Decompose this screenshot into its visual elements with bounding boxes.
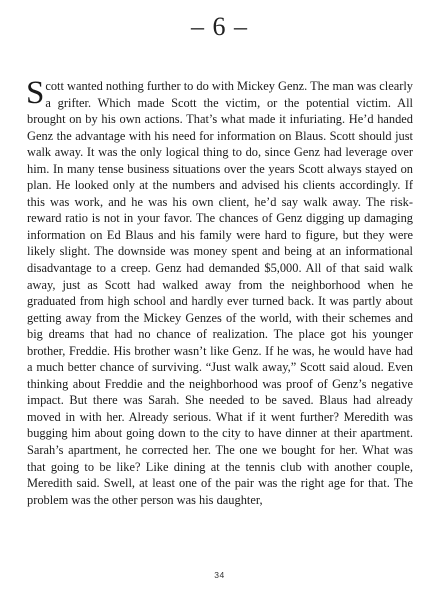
page-number: 34 bbox=[214, 570, 225, 580]
chapter-heading: – 6 – bbox=[191, 12, 248, 41]
body-text: cott wanted nothing further to do with Mickey Genz. The man was clearly a grifter. Which made Scott the victim, or the potential victim. All brought on by his own actions. That’s what made it infuriating. He’d handed Genz the advantage with his need for information on Blaus. Scott should just walk away. It was the only logical thing to do, since Genz had leverage over him. In many tense business situations over the years Scott always stayed on plan. He looked only at the numbers and advised his clients accordingly. If this was work, and he was his own client, he’d say walk away. The risk-reward ratio is not in your favor. The chances of Genz digging up damaging information on Ed Blaus and his family were hard to figure, but they were likely slight. The downside was money spent and being at an informational disadvantage to a creep. Genz had demanded $5,000. All of that said walk away, just as Scott had walked away from the neighborhood when he graduated from high school and hardly ever turned back. It was partly about getting away from the Mickey Genzes of the world, with their schemes and big dreams that had no chance of realization. The place got his younger brother, Freddie. His brother wasn’t like Genz. If he was, he would have had a much better chance of surviving. “Just walk away,” Scott said aloud. Even thinking about Freddie and the neighborhood was proof of Genz’s negative impact. But there was Sarah. She needed to be saved. Blaus had already moved in with her. Already serious. What if it went further? Meredith was bugging him about going down to the city to have dinner at their apartment. Sarah’s apartment, he corrected her. The one we bought for her. What was that going to be like? Like dining at the tennis club with another couple, Meredith said. Swell, at least one of the pair was the right age for that. The problem was the other person was his daughter, bbox=[27, 79, 413, 507]
drop-cap: S bbox=[26, 75, 45, 111]
body-paragraph bbox=[26, 75, 413, 508]
